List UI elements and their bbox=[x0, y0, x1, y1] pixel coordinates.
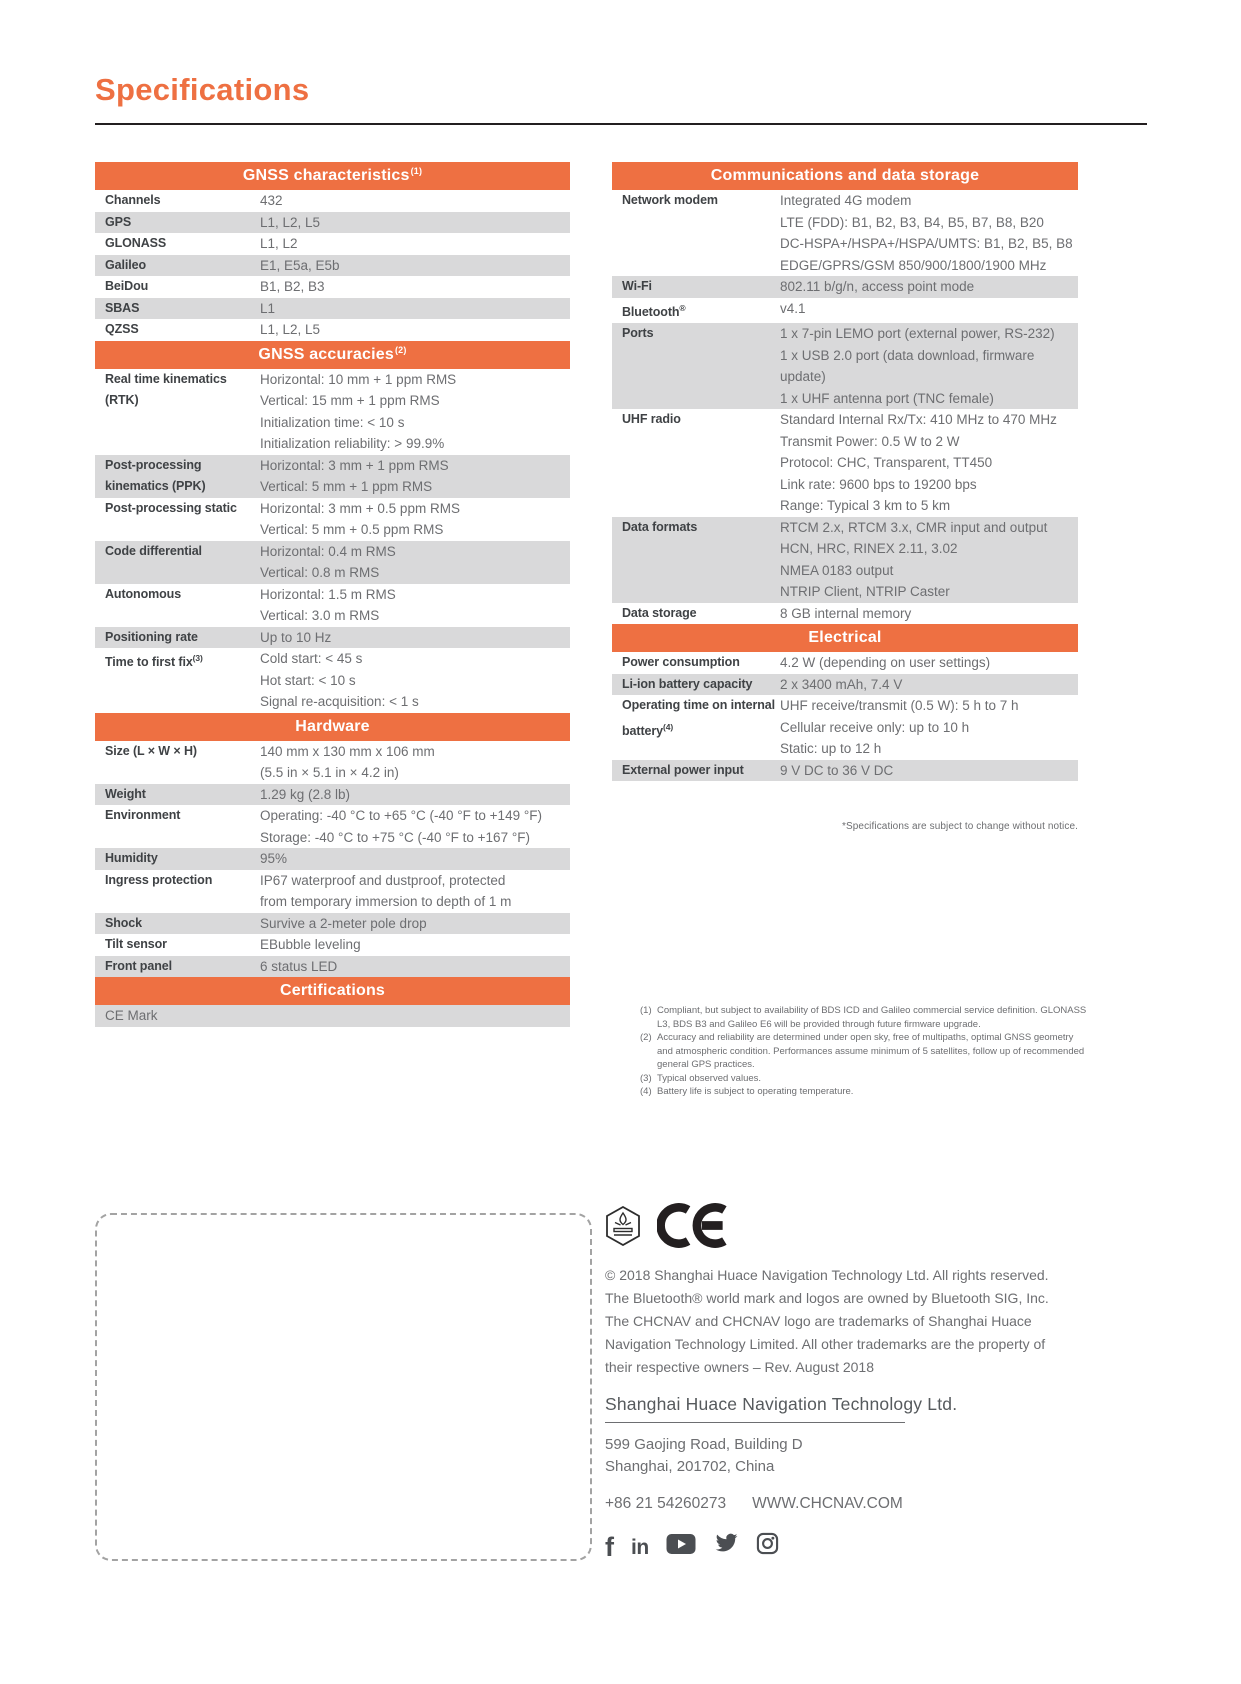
spec-row-value bbox=[260, 369, 570, 455]
spec-row bbox=[95, 190, 570, 212]
spec-value-line: 802.11 b/g/n, access point mode bbox=[780, 279, 975, 294]
section-header bbox=[612, 624, 1078, 652]
spec-row-label bbox=[622, 674, 780, 696]
spec-value-line: Standard Internal Rx/Tx: 410 MHz to 470 MHz bbox=[780, 412, 1057, 428]
spec-row bbox=[612, 652, 1078, 674]
spec-label-text: Post-processing static bbox=[105, 500, 237, 515]
spec-row bbox=[612, 409, 1078, 517]
spec-row bbox=[95, 255, 570, 277]
spec-label-text: Post-processing kinematics (PPK) bbox=[105, 457, 206, 493]
spec-row bbox=[95, 541, 570, 584]
spec-value-line: Signal re-acquisition: < 1 s bbox=[260, 694, 419, 709]
spec-value-line: Integrated 4G modem bbox=[780, 193, 912, 208]
spec-value-line: Horizontal: 3 mm + 0.5 ppm RMS bbox=[260, 500, 460, 516]
spec-row bbox=[95, 741, 570, 784]
spec-value-line: 4.2 W (depending on user settings) bbox=[780, 655, 991, 671]
spec-label-text: Environment bbox=[105, 808, 181, 822]
spec-value-line: Cellular receive only: up to 10 h bbox=[780, 719, 970, 735]
address-line: Shanghai, 201702, China bbox=[605, 1458, 775, 1475]
spec-value-line: from temporary immersion to depth of 1 m bbox=[260, 894, 512, 909]
spec-value-line: L1, L2, L5 bbox=[260, 214, 321, 230]
spec-row-value bbox=[780, 695, 1078, 760]
section-title: Communications and data storage bbox=[710, 167, 980, 184]
spec-row-value bbox=[260, 741, 570, 784]
section-header bbox=[95, 162, 570, 190]
spec-label-text: Power consumption bbox=[622, 655, 740, 670]
spec-value-line: RTCM 2.x, RTCM 3.x, CMR input and output bbox=[780, 519, 1048, 535]
section-title-sup: (2) bbox=[394, 344, 407, 355]
spec-row bbox=[95, 1005, 570, 1027]
spec-label-text: Network modem bbox=[622, 193, 718, 207]
company-address bbox=[605, 1434, 1153, 1478]
spec-row-label: CE Mark bbox=[105, 1008, 158, 1023]
spec-label-text: Ingress protection bbox=[105, 872, 213, 887]
spec-row bbox=[612, 760, 1078, 782]
spec-value-line: NMEA 0183 output bbox=[780, 562, 894, 578]
spec-row-label bbox=[105, 455, 260, 498]
spec-row-value bbox=[260, 934, 570, 956]
spec-row-label bbox=[105, 848, 260, 870]
spec-row-value bbox=[260, 541, 570, 584]
spec-label-text: Galileo bbox=[105, 257, 146, 272]
spec-row-value bbox=[260, 319, 570, 341]
spec-row bbox=[95, 584, 570, 627]
social-icons-row bbox=[605, 1530, 1153, 1560]
spec-row-value bbox=[780, 298, 1078, 324]
spec-row-value bbox=[260, 233, 570, 255]
right-spec-column bbox=[612, 162, 1087, 1099]
spec-label-text: GLONASS bbox=[105, 236, 167, 250]
spec-row-label bbox=[622, 298, 780, 324]
spec-row-label bbox=[105, 233, 260, 255]
section-title: GNSS accuracies bbox=[258, 345, 394, 363]
spec-value-line: Survive a 2-meter pole drop bbox=[260, 915, 427, 931]
footnote-marker: (3) bbox=[640, 1072, 652, 1084]
spec-value-line: v4.1 bbox=[780, 300, 806, 316]
spec-row bbox=[612, 517, 1078, 603]
spec-value-line: Horizontal: 3 mm + 1 ppm RMS bbox=[260, 457, 449, 473]
spec-row-value bbox=[780, 674, 1078, 696]
spec-row-label bbox=[622, 517, 780, 603]
product-image-placeholder bbox=[95, 1213, 592, 1561]
spec-value-line: B1, B2, B3 bbox=[260, 279, 325, 294]
spec-row-label bbox=[622, 409, 780, 517]
spec-value-line: 9 V DC to 36 V DC bbox=[780, 762, 894, 778]
title-divider bbox=[95, 123, 1147, 125]
spec-row-value bbox=[780, 517, 1078, 603]
section-header bbox=[95, 341, 570, 369]
spec-row-label bbox=[105, 584, 260, 627]
spec-label-text: Real time kinematics (RTK) bbox=[105, 371, 227, 407]
spec-value-line: Horizontal: 0.4 m RMS bbox=[260, 543, 396, 559]
spec-row-label bbox=[105, 870, 260, 913]
spec-row-value bbox=[260, 870, 570, 913]
footnote-marker: (2) bbox=[640, 1032, 652, 1044]
spec-value-line: 1 x UHF antenna port (TNC female) bbox=[780, 390, 994, 406]
spec-row bbox=[95, 455, 570, 498]
spec-value-line: Operating: -40 °C to +65 °C (-40 °F to +149 °F) bbox=[260, 808, 542, 823]
spec-value-line: Static: up to 12 h bbox=[780, 741, 882, 757]
spec-value-line: LTE (FDD): B1, B2, B3, B4, B5, B7, B8, B20 bbox=[780, 214, 1044, 230]
spec-row bbox=[95, 276, 570, 298]
spec-value-line: EDGE/GPRS/GSM 850/900/1800/1900 MHz bbox=[780, 257, 1047, 273]
spec-row-label bbox=[105, 369, 260, 455]
spec-value-line: Cold start: < 45 s bbox=[260, 651, 363, 666]
spec-row-label bbox=[622, 652, 780, 674]
spec-label-text: Channels bbox=[105, 193, 161, 207]
spec-label-sup: (4) bbox=[662, 721, 674, 732]
spec-row bbox=[612, 603, 1078, 625]
footnote-text: Accuracy and reliability are determined under open sky, free of multipaths, optimal GNSS geometry and atmospheric condition. Performances assume minimum of 5 satellites, follow up of recommended general GPS practices. bbox=[657, 1032, 1085, 1071]
spec-label-text: Bluetooth bbox=[622, 304, 680, 319]
spec-value-line: NTRIP Client, NTRIP Caster bbox=[780, 584, 950, 600]
spec-row bbox=[95, 956, 570, 978]
spec-row-value bbox=[780, 323, 1078, 409]
copyright-line: © 2018 Shanghai Huace Navigation Technology Ltd. All rights reserved. bbox=[605, 1267, 1049, 1283]
spec-value-line: IP67 waterproof and dustproof, protected bbox=[260, 872, 506, 888]
address-line: 599 Gaojing Road, Building D bbox=[605, 1436, 803, 1453]
spec-row-label bbox=[105, 298, 260, 320]
footer-block bbox=[605, 1204, 1153, 1560]
spec-row-value bbox=[260, 627, 570, 649]
footnote-text: Typical observed values. bbox=[657, 1072, 762, 1084]
spec-value-line: Horizontal: 10 mm + 1 ppm RMS bbox=[260, 371, 457, 387]
spec-value-line: 95% bbox=[260, 851, 288, 866]
spec-row-label bbox=[105, 913, 260, 935]
spec-label-text: Wi-Fi bbox=[622, 279, 652, 293]
spec-label-text: External power input bbox=[622, 762, 744, 777]
spec-label-text: Li-ion battery capacity bbox=[622, 676, 753, 691]
spec-row-value bbox=[260, 455, 570, 498]
spec-row-value bbox=[260, 498, 570, 541]
spec-row-label bbox=[105, 627, 260, 649]
spec-row bbox=[612, 674, 1078, 696]
spec-label-text: Data formats bbox=[622, 519, 698, 534]
spec-value-line: EBubble leveling bbox=[260, 937, 361, 952]
ce-mark-icon bbox=[657, 1203, 733, 1253]
spec-value-line: 140 mm x 130 mm x 106 mm bbox=[260, 743, 435, 759]
spec-value-line: L1, L2 bbox=[260, 236, 298, 251]
spec-value-line: Vertical: 5 mm + 0.5 ppm RMS bbox=[260, 522, 444, 537]
change-notice: *Specifications are subject to change without notice. bbox=[842, 821, 1078, 833]
company-divider bbox=[605, 1422, 905, 1423]
spec-row-value bbox=[260, 648, 570, 713]
spec-row bbox=[95, 233, 570, 255]
spec-row bbox=[95, 212, 570, 234]
youtube-icon bbox=[666, 1533, 696, 1560]
spec-row-label bbox=[105, 276, 260, 298]
spec-value-line: 1 x USB 2.0 port (data download, firmware bbox=[780, 347, 1035, 363]
spec-row-label bbox=[105, 956, 260, 978]
eco-mark-icon bbox=[605, 1206, 641, 1251]
copyright-text bbox=[605, 1264, 1153, 1379]
spec-label-text: Data storage bbox=[622, 605, 697, 620]
company-name: Shanghai Huace Navigation Technology Ltd. bbox=[605, 1394, 958, 1414]
spec-row bbox=[612, 190, 1078, 276]
spec-row-value bbox=[780, 760, 1078, 782]
copyright-line: Navigation Technology Limited. All other trademarks are the property of bbox=[605, 1336, 1046, 1352]
spec-row-value bbox=[780, 409, 1078, 517]
spec-row-value bbox=[260, 212, 570, 234]
contact-line bbox=[605, 1495, 1153, 1513]
spec-row-label bbox=[105, 648, 260, 713]
section-header bbox=[612, 162, 1078, 190]
section-title-sup: (1) bbox=[410, 166, 423, 176]
spec-label-text: Tilt sensor bbox=[105, 937, 167, 951]
footnote bbox=[640, 1031, 1088, 1072]
spec-label-text: QZSS bbox=[105, 322, 139, 336]
spec-row bbox=[612, 323, 1078, 409]
spec-row-label bbox=[105, 741, 260, 784]
copyright-line: their respective owners – Rev. August 2018 bbox=[605, 1359, 875, 1375]
spec-value-line: Transmit Power: 0.5 W to 2 W bbox=[780, 433, 960, 449]
spec-value-line: Link rate: 9600 bps to 19200 bps bbox=[780, 476, 977, 492]
spec-row-value bbox=[260, 913, 570, 935]
spec-row-value bbox=[260, 784, 570, 806]
spec-value-line: (5.5 in × 5.1 in × 4.2 in) bbox=[260, 765, 399, 780]
footnote-text: Compliant, but subject to availability of BDS ICD and Galileo commercial service definition. GLONASS L3, BDS B3 and Galileo E6 will be provided through future firmware upgrade. bbox=[657, 1005, 1087, 1030]
footnote bbox=[640, 1004, 1088, 1031]
footnote bbox=[640, 1072, 1088, 1086]
spec-value-line: HCN, HRC, RINEX 2.11, 3.02 bbox=[780, 541, 958, 557]
spec-value-line: L1, L2, L5 bbox=[260, 322, 321, 337]
spec-label-text: Humidity bbox=[105, 851, 158, 865]
spec-value-line: Vertical: 15 mm + 1 ppm RMS bbox=[260, 393, 440, 408]
spec-label-text: Code differential bbox=[105, 543, 202, 558]
spec-row bbox=[95, 319, 570, 341]
spec-value-line: Initialization reliability: > 99.9% bbox=[260, 436, 445, 451]
spec-label-text: Positioning rate bbox=[105, 629, 198, 644]
spec-value-line: Up to 10 Hz bbox=[260, 629, 332, 645]
spec-row-value bbox=[260, 584, 570, 627]
section-title: Electrical bbox=[808, 629, 882, 647]
spec-label-text: Autonomous bbox=[105, 586, 182, 601]
spec-row bbox=[95, 498, 570, 541]
spec-row-value bbox=[260, 848, 570, 870]
section-title: GNSS characteristics bbox=[242, 167, 410, 184]
spec-label-text: BeiDou bbox=[105, 279, 149, 293]
left-spec-column bbox=[95, 162, 570, 1027]
spec-row-label bbox=[622, 760, 780, 782]
spec-value-line: DC-HSPA+/HSPA+/HSPA/UMTS: B1, B2, B5, B8 bbox=[780, 236, 1073, 251]
spec-row bbox=[95, 848, 570, 870]
spec-label-text: Shock bbox=[105, 915, 143, 930]
footnotes-block bbox=[640, 1004, 1088, 1099]
twitter-icon bbox=[713, 1531, 739, 1560]
spec-label-text: Weight bbox=[105, 786, 146, 801]
spec-row-label bbox=[622, 603, 780, 625]
certification-marks bbox=[605, 1204, 1153, 1252]
spec-row-value bbox=[780, 276, 1078, 298]
spec-row-label bbox=[105, 190, 260, 212]
section-title: Hardware bbox=[295, 717, 370, 735]
spec-row-value bbox=[260, 255, 570, 277]
instagram-icon bbox=[756, 1532, 779, 1560]
spec-row-value bbox=[260, 956, 570, 978]
spec-row bbox=[95, 913, 570, 935]
section-header bbox=[95, 713, 570, 741]
spec-value-line: 6 status LED bbox=[260, 958, 338, 974]
spec-row-value bbox=[780, 652, 1078, 674]
spec-value-line: Range: Typical 3 km to 5 km bbox=[780, 498, 951, 514]
spec-row-label bbox=[105, 319, 260, 341]
section-header bbox=[95, 977, 570, 1005]
spec-label-text: Front panel bbox=[105, 958, 172, 973]
spec-label-sup: ® bbox=[679, 302, 686, 313]
website-url: WWW.CHCNAV.COM bbox=[752, 1495, 903, 1512]
spec-row-label bbox=[105, 498, 260, 541]
spec-value-line: Hot start: < 10 s bbox=[260, 672, 356, 688]
spec-value-line: L1 bbox=[260, 300, 276, 316]
spec-value-line: 1.29 kg (2.8 lb) bbox=[260, 786, 351, 802]
footnote-marker: (1) bbox=[640, 1005, 652, 1017]
spec-row bbox=[95, 369, 570, 455]
spec-value-line: E1, E5a, E5b bbox=[260, 257, 340, 273]
spec-value-line: update) bbox=[780, 369, 826, 385]
spec-row-label bbox=[105, 255, 260, 277]
spec-label-sup: (3) bbox=[192, 653, 203, 663]
spec-row bbox=[95, 627, 570, 649]
spec-value-line: Initialization time: < 10 s bbox=[260, 414, 405, 430]
spec-row-label bbox=[105, 212, 260, 234]
spec-row-label bbox=[622, 323, 780, 409]
spec-value-line: 432 bbox=[260, 193, 283, 208]
spec-value-line: Protocol: CHC, Transparent, TT450 bbox=[780, 455, 993, 471]
spec-row-label bbox=[622, 276, 780, 298]
spec-row-label bbox=[622, 190, 780, 276]
phone-number: +86 21 54260273 bbox=[605, 1495, 727, 1512]
spec-row bbox=[612, 298, 1078, 324]
spec-row-label bbox=[105, 784, 260, 806]
spec-row bbox=[612, 276, 1078, 298]
page-title: Specifications bbox=[95, 72, 310, 107]
spec-row bbox=[95, 298, 570, 320]
section-title: Certifications bbox=[279, 982, 386, 999]
spec-value-line: 2 x 3400 mAh, 7.4 V bbox=[780, 676, 903, 692]
spec-row bbox=[95, 784, 570, 806]
spec-row bbox=[95, 870, 570, 913]
footnote-text: Battery life is subject to operating temperature. bbox=[657, 1086, 854, 1098]
spec-value-line: 8 GB internal memory bbox=[780, 605, 912, 621]
facebook-icon: f bbox=[605, 1532, 614, 1562]
spec-row-value bbox=[780, 190, 1078, 276]
spec-row bbox=[95, 805, 570, 848]
copyright-line: The CHCNAV and CHCNAV logo are trademarks of Shanghai Huace bbox=[605, 1313, 1032, 1329]
spec-value-line: 1 x 7-pin LEMO port (external power, RS-232) bbox=[780, 326, 1055, 342]
spec-row bbox=[95, 648, 570, 713]
spec-row-label bbox=[105, 934, 260, 956]
spec-value-line: Storage: -40 °C to +75 °C (-40 °F to +167 °F) bbox=[260, 829, 530, 845]
spec-label-text: GPS bbox=[105, 214, 132, 229]
footnote-marker: (4) bbox=[640, 1086, 652, 1098]
spec-row-value bbox=[260, 190, 570, 212]
spec-label-text: Ports bbox=[622, 326, 654, 341]
spec-row-value bbox=[260, 276, 570, 298]
spec-row bbox=[95, 934, 570, 956]
spec-row-label bbox=[622, 695, 780, 760]
spec-label-text: Operating time on internal battery bbox=[622, 698, 775, 738]
spec-value-line: Vertical: 5 mm + 1 ppm RMS bbox=[260, 479, 433, 494]
spec-label-text: Time to first fix bbox=[105, 655, 193, 670]
spec-row-label bbox=[105, 541, 260, 584]
spec-value-line: Vertical: 3.0 m RMS bbox=[260, 608, 380, 623]
spec-value-line: Horizontal: 1.5 m RMS bbox=[260, 586, 396, 602]
spec-label-text: Size (L × W × H) bbox=[105, 743, 197, 758]
spec-row-label bbox=[105, 805, 260, 848]
spec-value-line: Vertical: 0.8 m RMS bbox=[260, 565, 380, 580]
spec-row-value bbox=[260, 805, 570, 848]
spec-row-value bbox=[780, 603, 1078, 625]
spec-label-text: UHF radio bbox=[622, 412, 681, 427]
linkedin-icon: in bbox=[631, 1536, 649, 1559]
spec-value-line: UHF receive/transmit (0.5 W): 5 h to 7 h bbox=[780, 698, 1019, 714]
footnote bbox=[640, 1085, 1088, 1099]
spec-row-value bbox=[260, 298, 570, 320]
copyright-line: The Bluetooth® world mark and logos are owned by Bluetooth SIG, Inc. bbox=[605, 1290, 1049, 1306]
spec-label-text: SBAS bbox=[105, 300, 140, 315]
spec-row bbox=[612, 695, 1078, 760]
